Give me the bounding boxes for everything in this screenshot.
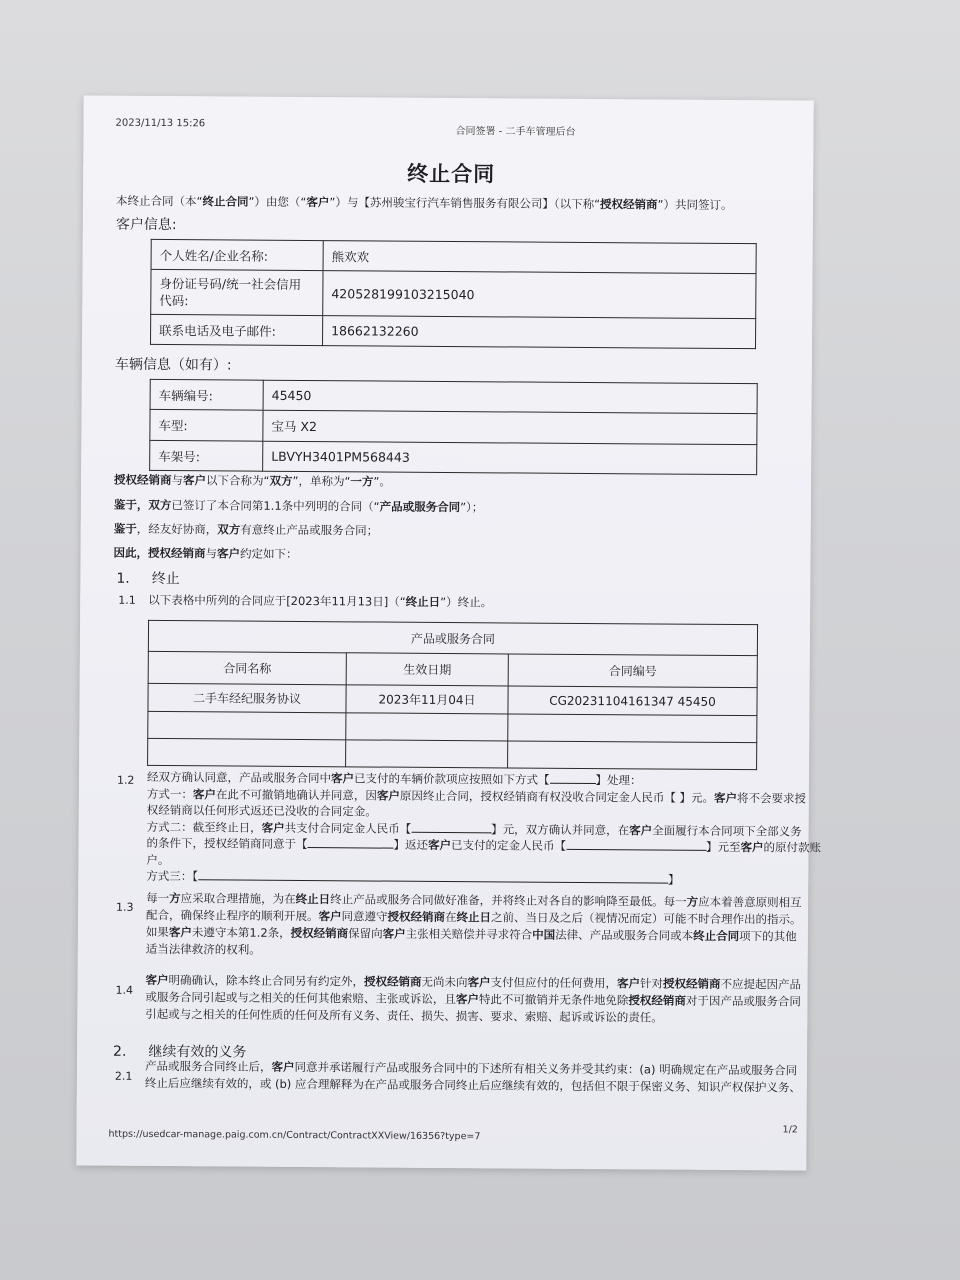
customer-info-table <box>150 239 757 349</box>
customer-contact-value: 18662132260 <box>323 316 756 349</box>
whereas-clause-1: 鉴于，双方已签订了本合同第1.1条中列明的合同（“产品或服务合同”）； <box>113 497 484 515</box>
customer-contact-label: 联系电话及电子邮件: <box>151 314 323 345</box>
customer-id-value: 420528199103215040 <box>323 271 756 319</box>
clause-1-4: 客户明确确认，除本终止合同另有约定外，授权经销商无尚未向客户支付但应付的任何费用，客户针对授权经销商不应提起因产品 或服务合同引起或与之相关的任何其他索赔、主张或诉讼，且客户特此不可撤销并无条件地免除授权经销商对于因产品或服务合同 引起或与之相关的任何性质的任何及所有义务、责任、损失、损害、要求、索赔、起诉或诉讼的责任。 <box>145 972 802 1025</box>
column-header: 合同名称 <box>148 651 346 684</box>
intro-paragraph: 本终止合同（本“终止合同”）由您（“客户”）与【苏州骏宝行汽车销售服务有限公司】（以下称“授权经销商”）共同签订。 <box>115 193 733 212</box>
whereas-clause-2: 鉴于，经友好协商，双方有意终止产品或服务合同； <box>113 521 379 538</box>
print-page-title: 合同签署 - 二手车管理后台 <box>455 126 576 138</box>
parties-definition: 授权经销商与客户以下合称为“双方”，单称为“一方”。 <box>114 472 391 489</box>
table-row <box>151 269 756 318</box>
clause-1-2: 经双方确认同意，产品或服务合同中客户已支付的车辆价款项应按照如下方式【 】处理： 方式一：客户在此不可撤销地确认并同意，因客户原因终止合同，授权经销商有权没收合同定金人民币【 】元。客户将不会要求授 权经销商以任何形式返还已没收的合同定金。 方式二：截至终止日，客户共支付合同定金人民币【 】元，双方确认并同意，在客户全面履行本合同项下全部义务 的条件下，授权经销商同意于【 】返还客户已支付的定金人民币【 】元至客户的原付款账 户。 方式三：【 】 <box>146 769 822 887</box>
table-row <box>150 440 757 474</box>
customer-info-heading: 客户信息: <box>115 216 177 234</box>
table-header-row <box>148 651 757 687</box>
contract-page <box>76 95 822 1170</box>
contract-name-cell: 二手车经纪服务协议 <box>148 683 346 712</box>
customer-id-label: 身份证号码/统一社会信用 代码: <box>151 269 323 315</box>
table-row <box>148 738 757 769</box>
contract-number-cell: CG20231104161347 45450 <box>508 686 757 716</box>
table-row <box>148 711 757 742</box>
clause-number: 1.1 <box>118 593 136 607</box>
clause-number: 2.1 <box>114 1069 133 1083</box>
vin-label: 车架号: <box>150 440 263 471</box>
print-url: https://usedcar-manage.paig.com.cn/Contract/ContractXXView/16356?type=7 <box>108 1128 481 1143</box>
table-row <box>150 379 757 413</box>
clause-number: 1.2 <box>116 773 135 787</box>
print-datetime: 2023/11/13 15:26 <box>115 117 206 130</box>
column-header: 生效日期 <box>346 653 508 686</box>
customer-name-value: 熊欢欢 <box>323 241 756 274</box>
column-header: 合同编号 <box>508 654 757 688</box>
clause-number: 1.3 <box>116 900 134 914</box>
customer-name-label: 个人姓名/企业名称: <box>151 239 323 270</box>
table-row <box>150 409 757 444</box>
table-row <box>148 683 757 715</box>
clause-number: 1.4 <box>115 983 134 997</box>
effective-date-cell: 2023年11月04日 <box>346 685 508 714</box>
clause-1-3: 每一方应采取合理措施，为在终止日终止产品或服务合同做好准备，并将终止对各自的影响降至最低。每一方应本着善意原则相互 配合，确保终止程序的顺利开展。客户同意遵守授权经销商在终止日之前、当日及之后（视情况而定）可能不时合理作出的指示。 如果客户未遵守本第1.2条，授权经销商保留向客户主张相关赔偿并寻求符合中国法律、产品或服务合同或本终止合同项下的其他 适当法律救济的权利。 <box>145 890 802 957</box>
vehicle-model-label: 车型: <box>150 409 263 441</box>
vehicle-model-value: 宝马 X2 <box>263 410 757 444</box>
clause-2-1: 产品或服务合同终止后，客户同意并承诺履行产品或服务合同中的下述所有相关义务并受其约束：(a) 明确规定在产品或服务合同 终止后应继续有效的，或 (b) 应合理解释为在产品或服务合同终止后应继续有效的，包括但不限于保密义务、知识产权保护义务、 <box>144 1058 801 1095</box>
clause-1-1: 以下表格中所列的合同应于[2023年11月13日]（“终止日”）终止。 <box>148 592 493 610</box>
vehicle-info-heading: 车辆信息（如有）: <box>114 356 232 374</box>
table-row <box>151 314 756 348</box>
product-service-contract-table <box>147 620 758 770</box>
vehicle-number-label: 车辆编号: <box>150 379 263 410</box>
page-number: 1/2 <box>782 1124 798 1136</box>
section-1-heading: 1. 终止 <box>116 570 180 588</box>
document-title: 终止合同 <box>407 161 496 187</box>
therefore-clause: 因此，授权经销商与客户约定如下： <box>113 545 298 561</box>
vin-value: LBVYH3401PM568443 <box>263 441 757 474</box>
vehicle-info-table <box>149 379 758 475</box>
section-2-heading: 2. 继续有效的义务 <box>113 1043 247 1061</box>
table-row <box>148 620 757 655</box>
table-caption: 产品或服务合同 <box>148 620 757 655</box>
table-row <box>151 239 756 273</box>
vehicle-number-value: 45450 <box>263 380 757 413</box>
